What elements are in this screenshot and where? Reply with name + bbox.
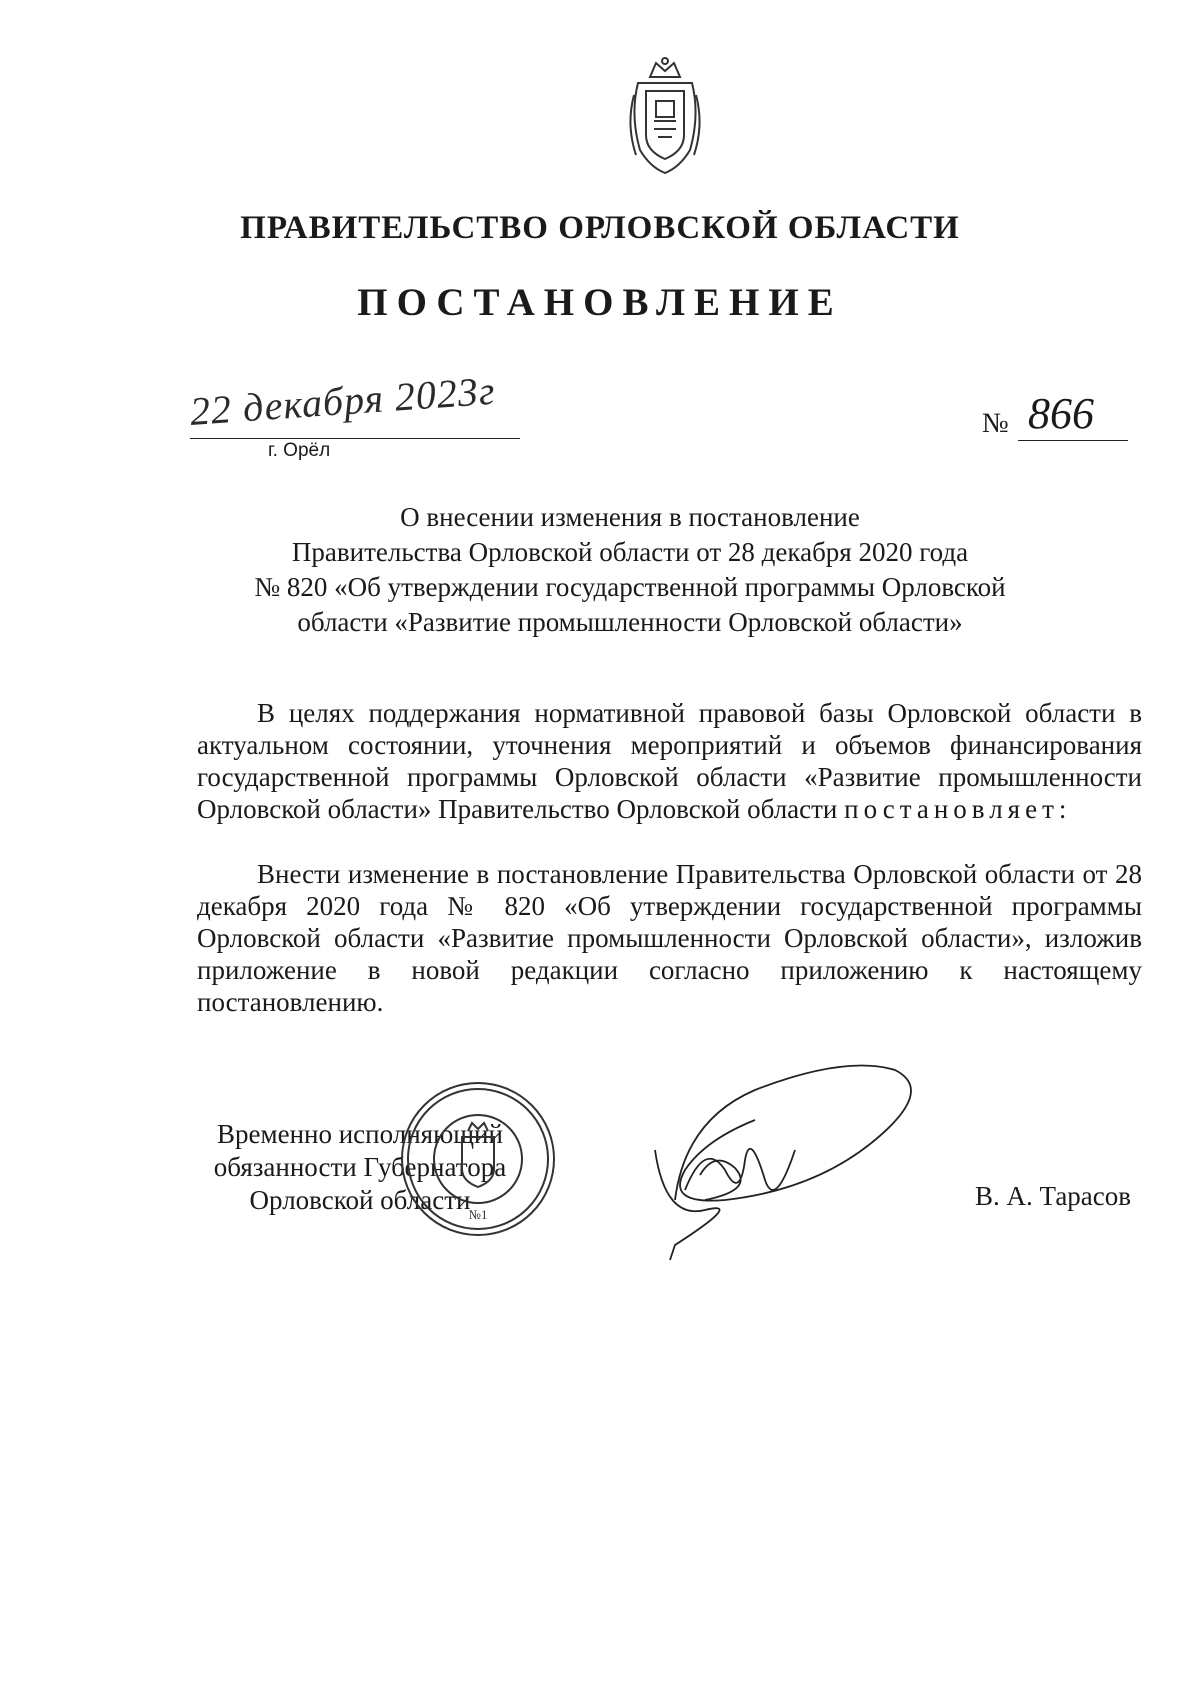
signatory-title-line: Временно исполняющий <box>217 1119 503 1149</box>
date-underline <box>190 438 520 439</box>
handwritten-date: 22 декабря 2023г <box>188 367 497 434</box>
coat-of-arms-icon <box>620 55 710 180</box>
handwritten-number: 866 <box>1028 389 1094 438</box>
subject-line: № 820 «Об утверждении государственной программы Орловской <box>254 572 1006 602</box>
subject-line: О внесении изменения в постановление <box>400 502 860 532</box>
signatory-title-line: обязанности Губернатора <box>213 1152 507 1182</box>
document-type: ПОСТАНОВЛЕНИЕ <box>357 281 843 324</box>
subject-line: Правительства Орловской области от 28 декабря 2020 года <box>291 537 969 567</box>
signatory-title-line: Орловской области <box>249 1185 471 1215</box>
number-underline <box>1018 440 1128 441</box>
svg-text:№1: №1 <box>468 1207 488 1222</box>
authority-name: ПРАВИТЕЛЬСТВО ОРЛОВСКОЙ ОБЛАСТИ <box>240 210 960 246</box>
signer-name: В. А. Тарасов <box>975 1181 1132 1211</box>
official-seal-icon <box>398 1077 558 1242</box>
city-label: г. Орёл <box>268 440 331 461</box>
preamble-text: В целях поддержания нормативной правовой базы Орловской области в актуальном состоянии, уточнения мероприятий и объемов финансирования государственной программы Орловской области «Развитие промышленности Орловской области» Правительство Орловской области <box>197 698 1142 824</box>
document-subject <box>180 500 1080 640</box>
subject-line: области «Развитие промышленности Орловской области» <box>297 607 963 637</box>
preamble-paragraph <box>197 697 1142 825</box>
resolution-paragraph: Внести изменение в постановление Правительства Орловской области от 28 декабря 2020 года № 820 «Об утверждении государственной программы Орловской области «Развитие промышленности Орловской области», изложив приложение в новой редакции согласно приложению к настоящему постановлению. <box>197 859 1142 1017</box>
number-label: № <box>982 408 1009 439</box>
resolves-word: постановляет: <box>844 794 1072 824</box>
signature-icon <box>645 1050 925 1270</box>
